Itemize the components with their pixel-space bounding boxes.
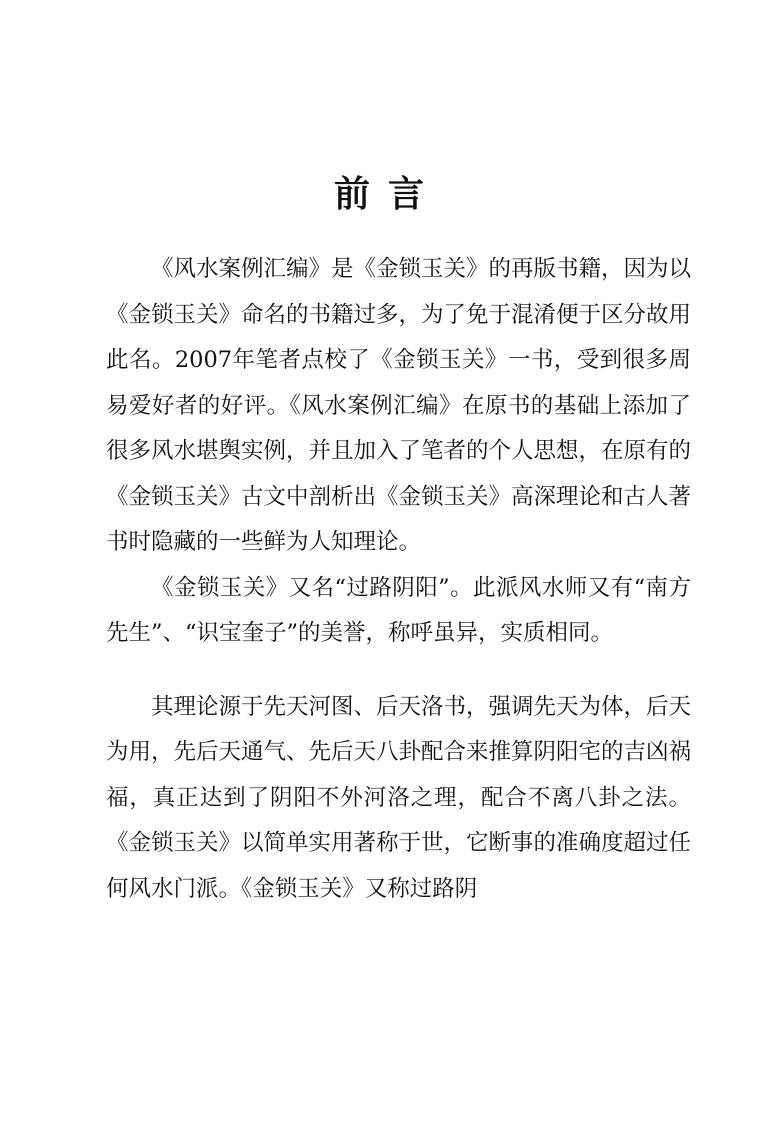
paragraph-3: 其理论源于先天河图、后天洛书，强调先天为体，后天为用，先后天通气、先后天八卦配合来推算阴阳宅的吉凶祸福，真正达到了阴阳不外河洛之理，配合不离八卦之法。《金锁玉关》以简单实用著称于世，它断事的准确度超过任何风水门派。《金锁玉关》又称过路阴 xyxy=(106,693,692,902)
paragraph-2: 《金锁玉关》又名“过路阴阳”。此派风水师又有“南方先生”、“识宝奎子”的美誉，称呼虽异，实质相同。 xyxy=(106,574,691,646)
paragraph-1: 《风水案例汇编》是《金锁玉关》的再版书籍，因为以《金锁玉关》命名的书籍过多，为了免于混淆便于区分故用此名。2007年笔者点校了《金锁玉关》一书，受到很多周易爱好者的好评。《风水案例汇编》在原书的基础上添加了很多风水堪舆实例，并且加入了笔者的个人思想，在原有的《金锁玉关》古文中剖析出《金锁玉关》高深理论和古人著书时隐藏的一些鲜为人知理论。 xyxy=(106,256,692,555)
body-text xyxy=(106,247,691,912)
page-title: 前言 xyxy=(333,173,442,215)
